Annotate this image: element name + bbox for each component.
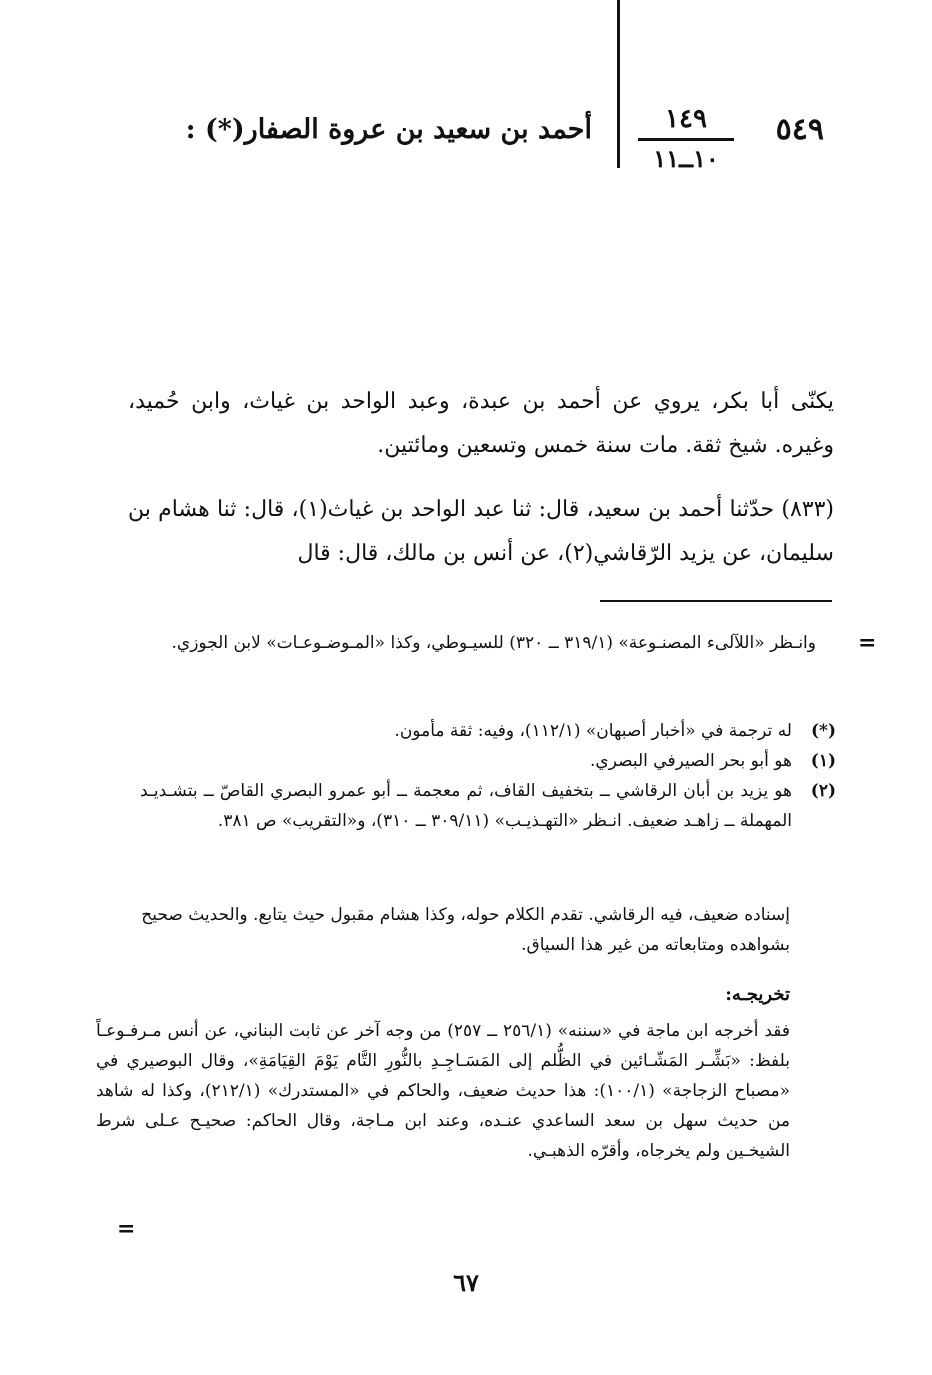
footnote-list bbox=[140, 716, 836, 836]
footnote-item bbox=[140, 746, 836, 776]
header-divider bbox=[617, 0, 620, 168]
fraction-bottom: ١٠ــ١١ bbox=[653, 144, 719, 173]
fraction-bar bbox=[638, 138, 734, 141]
takhrij-heading: تخريجـه: bbox=[725, 984, 790, 1005]
entry-number: ٥٤٩ bbox=[775, 112, 824, 147]
fraction-top: ١٤٩ bbox=[665, 104, 707, 134]
footnote-item bbox=[140, 716, 836, 746]
continuation-mark-end: = bbox=[117, 1216, 136, 1242]
footnote-separator bbox=[600, 600, 832, 602]
footnote-item bbox=[140, 776, 836, 836]
footnote-text: له ترجمة في «أخبار أصبهان» (١١٢/١)، وفيه: ثقة مأمون. bbox=[394, 721, 792, 741]
footnote-mark: (*) bbox=[811, 721, 836, 741]
footnote-text: هو أبو بحر الصيرفي البصري. bbox=[590, 751, 792, 771]
footnote-continuation: وانـظر «اللآلىء المصنـوعة» (٣١٩/١ ــ ٣٢٠) للسيـوطي، وكذا «المـوضـوعـات» لابن الجوزي. bbox=[171, 633, 816, 653]
footnote-text: هو يزيد بن أبان الرقاشي ــ بتخفيف القاف، ثم معجمة ــ أبو عمرو البصري القاصّ ــ بتشـديـد المهملة ــ زاهـد ضعيف. انـظر «التهـذيـب» (٣٠٩/١١ ــ ٣١٠)، و«التقريب» ص ٣٨١. bbox=[140, 781, 792, 831]
footnote-mark: (٢) bbox=[810, 781, 836, 801]
entry-title: أحمد بن سعيد بن عروة الصفار(*) : bbox=[185, 114, 592, 145]
footnote-mark: (١) bbox=[810, 751, 836, 771]
page-number: ٦٧ bbox=[453, 1268, 479, 1297]
hadith-paragraph: (٨٣٣) حدّثنا أحمد بن سعيد، قال: ثنا عبد الواحد بن غياث(١)، قال: ثنا هشام بن سليمان، عن يزيد الرّقاشي(٢)، عن أنس بن مالك، قال: قال bbox=[128, 497, 834, 566]
biography-paragraph: يكنّى أبا بكر، يروي عن أحمد بن عبدة، وعبد الواحد بن غياث، وابن حُميد، وغيره. شيخ ثقة. مات سنة خمس وتسعين ومائتين. bbox=[128, 389, 834, 458]
isnad-grade: إسناده ضعيف، فيه الرقاشي. تقدم الكلام حوله، وكذا هشام مقبول حيث يتابع. والحديث صحيح بشواهده ومتابعاته من غير هذا السياق. bbox=[141, 905, 790, 955]
takhrij-text: فقد أخرجه ابن ماجة في «سننه» (٢٥٦/١ ــ ٢٥٧) من وجه آخر عن ثابت البناني، عن أنس مـرفـوعـاً بلفظ: «بَشِّـر المَشّـائين في الظُّلم إلى المَسَـاجِـدِ بالنُّورِ التَّام يَوْمَ القِيَامَةِ»، وقال البوصيري في «مصباح الزجاجة» (١٠٠/١): هذا حديث ضعيف، والحاكم في «المستدرك» (٢١٢/١)، وكذا له شاهد من حديث سهل بن سعد الساعدي عنـده، وعند ابن مـاجة، وقال الحاكم: صحيـح عـلى شرط الشيخـين ولم يخرجاه، وأقرّه الذهبـي. bbox=[96, 1021, 790, 1161]
continuation-mark: = bbox=[858, 630, 877, 656]
